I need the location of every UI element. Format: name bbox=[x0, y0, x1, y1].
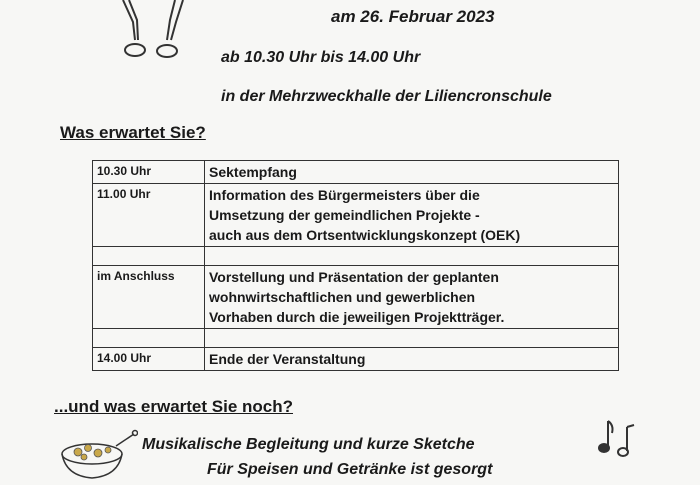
schedule-description bbox=[205, 329, 619, 348]
event-date: am 26. Februar 2023 bbox=[331, 7, 495, 26]
champagne-glasses-icon bbox=[115, 0, 195, 65]
schedule-row bbox=[93, 266, 619, 329]
schedule-description bbox=[205, 348, 619, 371]
schedule-line: Umsetzung der gemeindlichen Projekte - bbox=[209, 207, 480, 223]
schedule-row bbox=[93, 348, 619, 371]
event-time: ab 10.30 Uhr bis 14.00 Uhr bbox=[221, 49, 421, 66]
schedule-line: Vorstellung und Präsentation der geplanten bbox=[209, 269, 499, 285]
schedule-time bbox=[93, 247, 205, 266]
schedule-line: auch aus dem Ortsentwicklungskonzept (OEK) bbox=[209, 227, 521, 243]
schedule-description bbox=[205, 266, 619, 329]
schedule-line: wohnwirtschaftlichen und gewerblichen bbox=[209, 289, 476, 305]
food-bowl-icon bbox=[58, 428, 138, 483]
section-heading-extras: ...und was erwartet Sie noch? bbox=[54, 397, 293, 416]
event-location: in der Mehrzweckhalle der Liliencronschule bbox=[221, 88, 552, 105]
schedule-line: Ende der Veranstaltung bbox=[209, 351, 366, 367]
schedule-time: 14.00 Uhr bbox=[93, 348, 205, 371]
footer-food-line: Für Speisen und Getränke ist gesorgt bbox=[207, 461, 493, 478]
schedule-line: Sektempfang bbox=[209, 164, 297, 180]
schedule-description bbox=[205, 161, 619, 184]
schedule-description bbox=[205, 184, 619, 247]
schedule-description bbox=[205, 247, 619, 266]
schedule-time: 10.30 Uhr bbox=[93, 161, 205, 184]
schedule-table bbox=[92, 160, 619, 371]
schedule-spacer-row bbox=[93, 247, 619, 266]
schedule-time bbox=[93, 329, 205, 348]
schedule-row bbox=[93, 184, 619, 247]
schedule-spacer-row bbox=[93, 329, 619, 348]
schedule-row bbox=[93, 161, 619, 184]
schedule-line: Vorhaben durch die jeweiligen Projektträger. bbox=[209, 309, 505, 325]
schedule-time: 11.00 Uhr bbox=[93, 184, 205, 247]
schedule-time: im Anschluss bbox=[93, 266, 205, 329]
schedule-line: Information des Bürgermeisters über die bbox=[209, 187, 480, 203]
music-notes-icon bbox=[594, 413, 639, 461]
section-heading-program: Was erwartet Sie? bbox=[60, 123, 206, 142]
footer-music-line: Musikalische Begleitung und kurze Sketche bbox=[142, 436, 475, 453]
